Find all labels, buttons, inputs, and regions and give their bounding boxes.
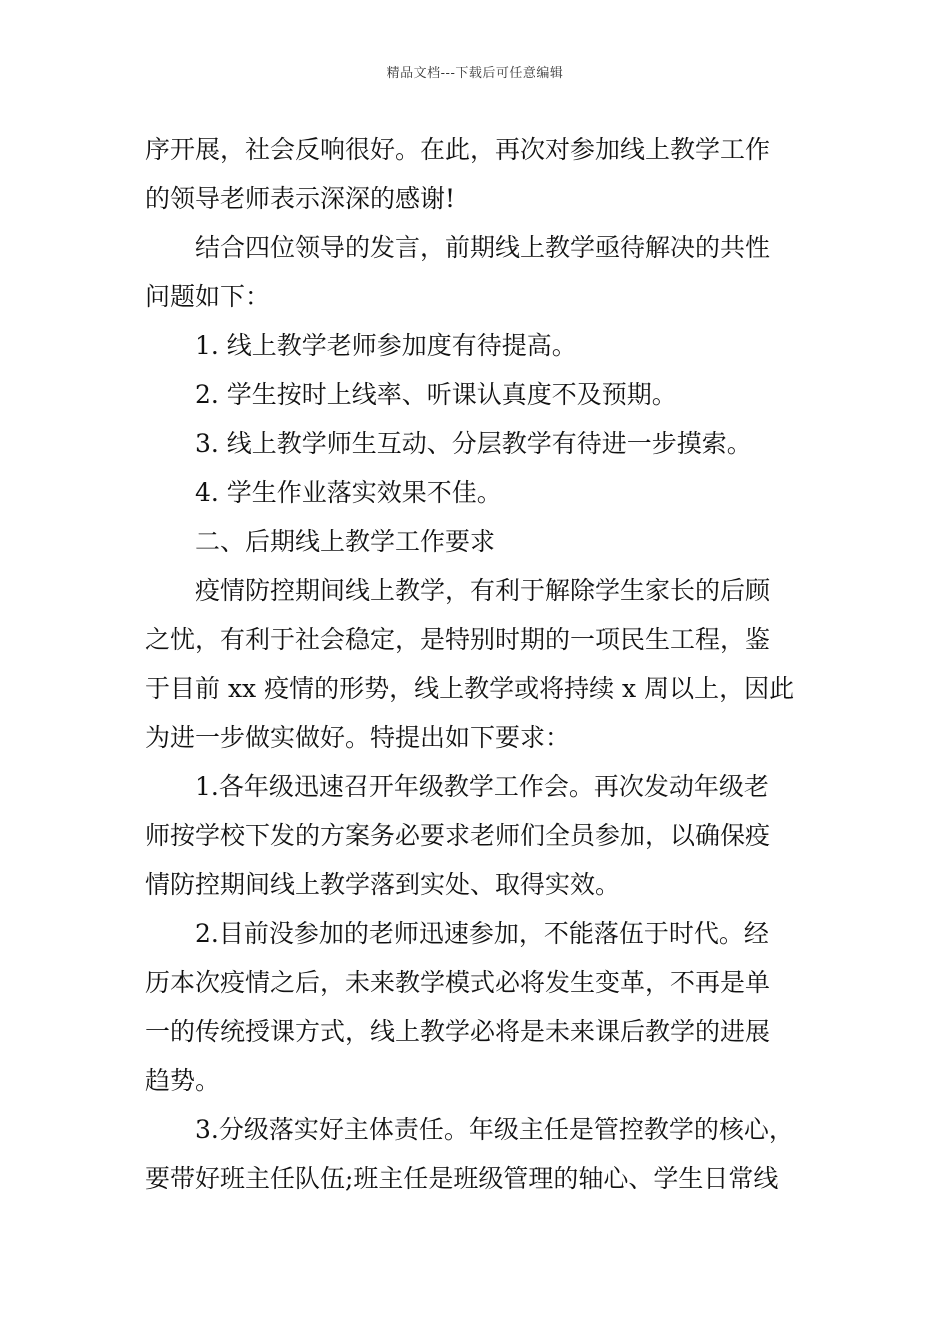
list-item-3: 3. 线上教学师生互动、分层教学有待进一步摸索。: [195, 429, 752, 458]
requirement-1-line-1: 1.各年级迅速召开年级教学工作会。再次发动年级老: [195, 772, 769, 801]
list-item-2: 2. 学生按时上线率、听课认真度不及预期。: [195, 380, 677, 409]
text-line-4: 问题如下：: [145, 282, 271, 311]
text-line-11: 之忧，有利于社会稳定，是特别时期的一项民生工程，鉴: [145, 625, 771, 654]
list-item-4: 4. 学生作业落实效果不佳。: [195, 478, 502, 507]
requirement-2-line-1: 2.目前没参加的老师迅速参加，不能落伍于时代。经: [195, 919, 769, 948]
text-line-10: 疫情防控期间线上教学，有利于解除学生家长的后顾: [195, 576, 771, 605]
requirement-2-line-3: 一的传统授课方式，线上教学必将是未来课后教学的进展: [145, 1017, 771, 1046]
requirement-3-line-1: 3.分级落实好主体责任。年级主任是管控教学的核心，: [195, 1115, 794, 1144]
requirement-1-line-2: 师按学校下发的方案务必要求老师们全员参加，以确保疫: [145, 821, 771, 850]
text-line-3: 结合四位领导的发言，前期线上教学亟待解决的共性: [195, 233, 771, 262]
text-line-1: 序开展，社会反响很好。在此，再次对参加线上教学工作: [145, 135, 771, 164]
page-header: 精品文档---下载后可任意编辑: [386, 66, 564, 81]
document-body: [145, 125, 830, 1203]
requirement-2-line-4: 趋势。: [145, 1066, 221, 1095]
requirement-1-line-3: 情防控期间线上教学落到实处、取得实效。: [145, 870, 621, 899]
list-item-1: 1. 线上教学老师参加度有待提高。: [195, 331, 577, 360]
requirement-3-line-2: 要带好班主任队伍;班主任是班级管理的轴心、学生日常线: [145, 1164, 779, 1193]
text-line-13: 为进一步做实做好。特提出如下要求：: [145, 723, 571, 752]
text-line-12: 于目前 xx 疫情的形势，线上教学或将持续 x 周以上，因此: [145, 674, 795, 703]
section-heading: 二、后期线上教学工作要求: [195, 527, 496, 556]
requirement-2-line-2: 历本次疫情之后，未来教学模式必将发生变革，不再是单: [145, 968, 771, 997]
text-line-2: 的领导老师表示深深的感谢!: [145, 184, 456, 213]
